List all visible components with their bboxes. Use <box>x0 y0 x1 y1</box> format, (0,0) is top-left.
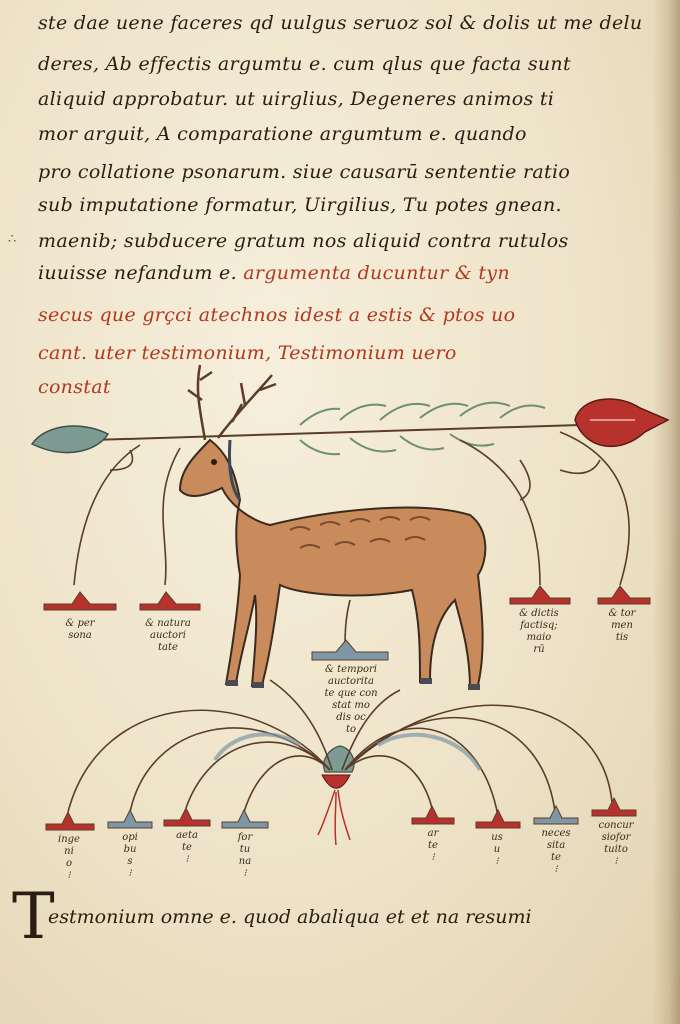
text-line-4: mor arguit, A comparatione argumtum e. quando <box>38 123 527 145</box>
label-usu: us u ⁝ <box>491 832 503 867</box>
label-arte: ar te ⁝ <box>427 828 439 863</box>
heart-tip-right <box>575 399 668 446</box>
lower-label-bases <box>46 798 636 830</box>
text-line-6: sub imputatione formatur, Uirgilius, Tu potes gnean. <box>38 194 562 216</box>
label-concursio-fortuitorum: concur siofor tuito ⁝ <box>598 820 634 867</box>
label-tormentis: & tor men tis <box>608 608 636 643</box>
antlers <box>188 365 276 440</box>
text-line-7: maenib; subducere gratum nos aliquid contra rutulos <box>38 230 569 252</box>
text-line-3: aliquid approbatur. ut uirglius, Degeneres animos ti <box>38 88 555 110</box>
text-line-2: deres, Ab effectis argumtu e. cum qlus que facta sunt <box>38 53 571 75</box>
label-dictis-factisque: & dictis factisq; maio rū <box>519 608 559 655</box>
closing-text-line: estmonium omne e. quod abaliqua et et na resumi <box>48 906 532 928</box>
margin-mark: ∴ <box>8 232 17 247</box>
label-persona: & per sona <box>65 618 95 641</box>
rubric-line-1: secus que grçci atechnos idest a estis & ptos uo <box>38 304 516 326</box>
text-line-1: ste dae uene faceres qd uulgus seruoz sol & dolis ut me delu <box>38 12 643 34</box>
rubric-line-2: cant. uter testimonium, Testimonium uero <box>38 342 457 364</box>
stag-figure <box>180 365 485 690</box>
label-temporis-auctoritate: & tempori auctorita te que con stat mo dis oc to <box>324 664 378 735</box>
label-opibus: opi bu s ⁝ <box>122 832 138 879</box>
rubric-line-3: constat <box>38 376 111 398</box>
label-necessitate: neces sita te ⁝ <box>541 828 571 875</box>
branch-leaves <box>300 403 545 455</box>
label-natura-auctoritate: & natura auctori tate <box>145 618 191 653</box>
lower-root-bud <box>318 746 354 845</box>
text-line-8-black: iuuisse nefandum e. <box>38 262 237 284</box>
leaf-tip-left <box>32 426 108 453</box>
text-line-5: pro collatione psonarum. siue causarū sententie ratio <box>38 161 571 183</box>
label-aetate: aeta te ⁝ <box>176 830 198 865</box>
label-fortuna: for tu na ⁝ <box>237 832 253 879</box>
rubric-line-8: argumenta ducuntur & tyn <box>243 262 510 284</box>
decorated-initial-T: T <box>12 880 55 954</box>
label-ingenio: inge ni o ⁝ <box>58 834 80 881</box>
